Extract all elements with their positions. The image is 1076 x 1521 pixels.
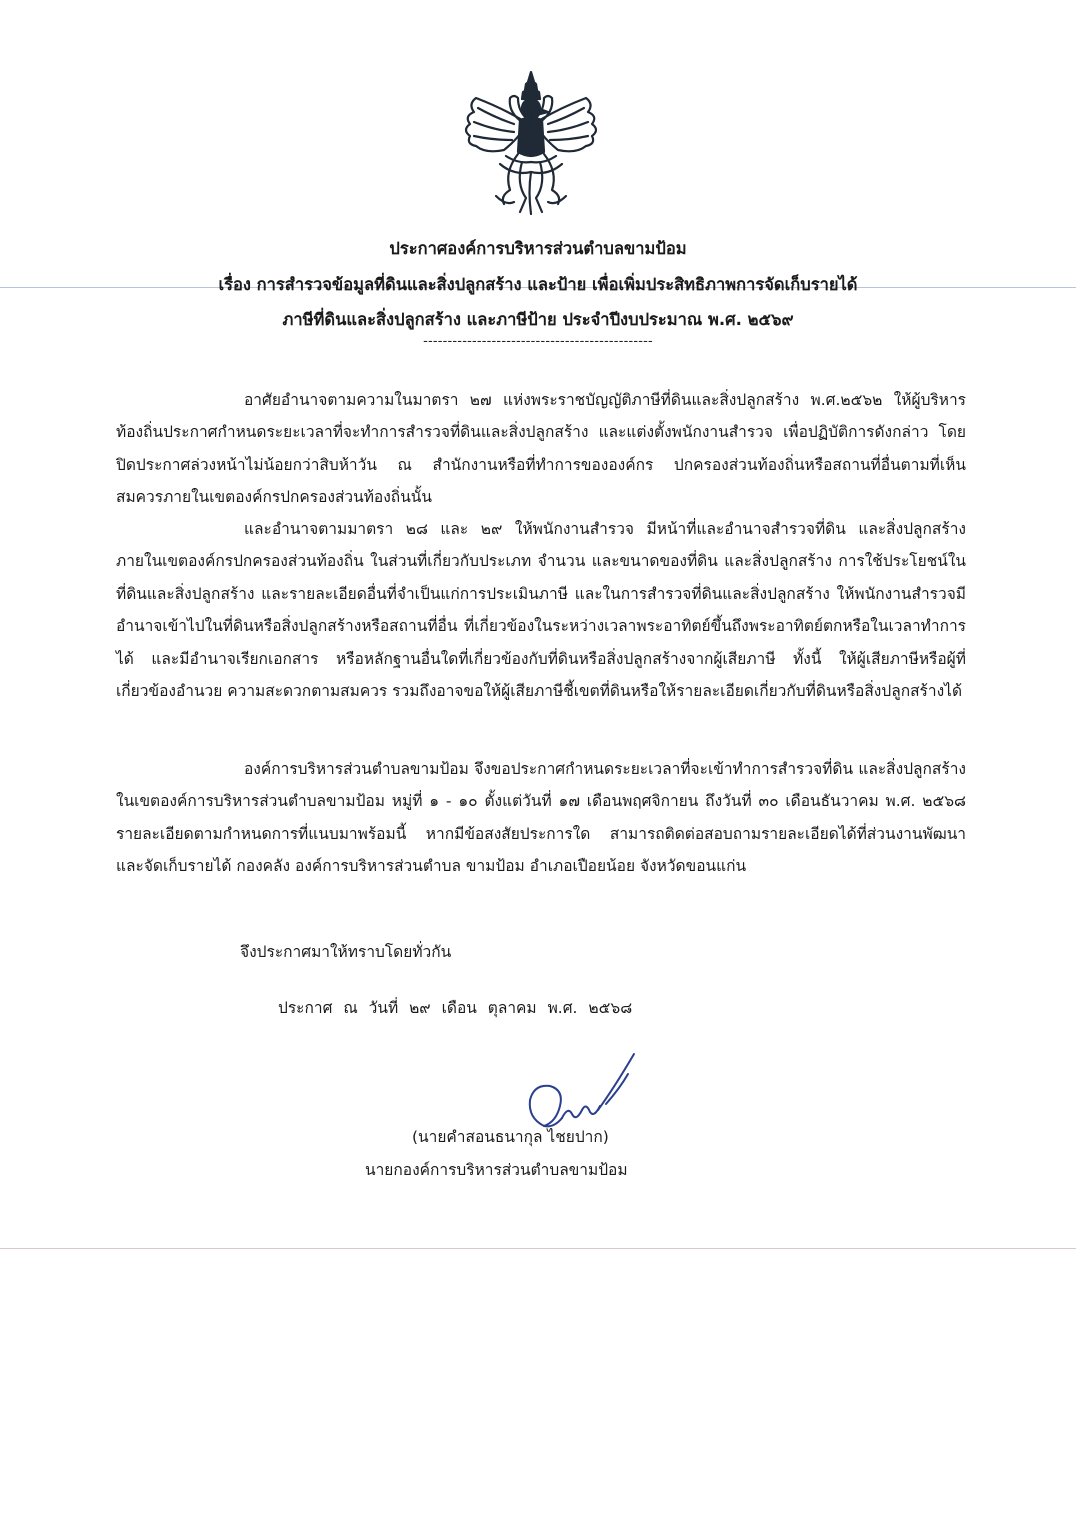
garuda-emblem-icon (456, 68, 606, 218)
body-paragraph-1 (116, 384, 966, 514)
title-separator: ----------------------------------------------- (423, 334, 653, 349)
paragraph-3-text: องค์การบริหารส่วนตำบลขามป้อม จึงขอประกาศกำหนดระยะเวลาที่จะเข้าทำการสำรวจที่ดิน และสิ่งปลูกสร้าง ในเขตองค์การบริหารส่วนตำบลขามป้อม หมู่ที่ ๑ - ๑๐ ตั้งแต่วันที่ ๑๗ เดือนพฤศจิกายน ถึงวันที่ ๓๐ เดือนธันวาคม พ.ศ. ๒๕๖๘ รายละเอียดตามกำหนดการที่แนบมาพร้อมนี้ หากมีข้อสงสัยประการใด สามารถติดต่อสอบถามรายละเอียดได้ที่ส่วนงานพัฒนา และจัดเก็บรายได้ กองคลัง องค์การบริหารส่วนตำบล ขามป้อม อำเภอเปือยน้อย จังหวัดขอนแก่น (116, 760, 966, 876)
body-paragraph-2 (116, 513, 966, 707)
announcement-subject-continued: ภาษีที่ดินและสิ่งปลูกสร้าง และภาษีป้าย ประจำปีงบประมาณ พ.ศ. ๒๕๖๙ (282, 310, 794, 329)
paragraph-1-text: อาศัยอำนาจตามความในมาตรา ๒๗ แห่งพระราชบัญญัติภาษีที่ดินและสิ่งปลูกสร้าง พ.ศ.๒๕๖๒ ให้ผู้บริหารท้องถิ่นประกาศกำหนดระยะเวลาที่จะทำการสำรวจที่ดินและสิ่งปลูกสร้าง และแต่งตั้งพนักงานสำรวจ เพื่อปฏิบัติการดังกล่าว โดยปิดประกาศล่วงหน้าไม่น้อยกว่าสิบห้าวัน ณ สำนักงานหรือที่ทำการขององค์กร ปกครองส่วนท้องถิ่นหรือสถานที่อื่นตามที่เห็นสมควรภายในเขตองค์กรปกครองส่วนท้องถิ่นนั้น (116, 391, 966, 507)
announcement-heading: ประกาศองค์การบริหารส่วนตำบลขามป้อม (389, 239, 687, 258)
announcement-subject: เรื่อง การสำรวจข้อมูลที่ดินและสิ่งปลูกสร้าง และป้าย เพื่อเพิ่มประสิทธิภาพการจัดเก็บรายได้ (218, 275, 858, 294)
closing-statement: จึงประกาศมาให้ทราบโดยทั่วกัน (240, 943, 452, 961)
scan-line-bottom (0, 1248, 1076, 1249)
announcement-date: ประกาศ ณ วันที่ ๒๙ เดือน ตุลาคม พ.ศ. ๒๕๖๘ (278, 999, 633, 1017)
signatory-title: นายกองค์การบริหารส่วนตำบลขามป้อม (365, 1161, 628, 1179)
signatory-name: (นายคำสอนธนากุล ไชยปาก) (412, 1128, 609, 1146)
body-paragraph-3 (116, 753, 966, 883)
paragraph-2-text: และอำนาจตามมาตรา ๒๘ และ ๒๙ ให้พนักงานสำรวจ มีหน้าที่และอำนาจสำรวจที่ดิน และสิ่งปลูกสร้างภายในเขตองค์กรปกครองส่วนท้องถิ่น ในส่วนที่เกี่ยวกับประเภท จำนวน และขนาดของที่ดิน และสิ่งปลูกสร้าง การใช้ประโยชน์ในที่ดินและสิ่งปลูกสร้าง และรายละเอียดอื่นที่จำเป็นแก่การประเมินภาษี และในการสำรวจที่ดินและสิ่งปลูกสร้าง ให้พนักงานสำรวจมีอำนาจเข้าไปในที่ดินหรือสิ่งปลูกสร้างหรือสถานที่อื่น ที่เกี่ยวข้องในระหว่างเวลาพระอาทิตย์ขึ้นถึงพระอาทิตย์ตกหรือในเวลาทำการได้ และมีอำนาจเรียกเอกสาร หรือหลักฐานอื่นใดที่เกี่ยวข้องกับที่ดินหรือสิ่งปลูกสร้างจากผู้เสียภาษี ทั้งนี้ ให้ผู้เสียภาษีหรือผู้ที่เกี่ยวข้องอำนวย ความสะดวกตามสมควร รวมถึงอาจขอให้ผู้เสียภาษีชี้เขตที่ดินหรือให้รายละเอียดเกี่ยวกับที่ดินหรือสิ่งปลูกสร้างได้ (116, 520, 966, 701)
